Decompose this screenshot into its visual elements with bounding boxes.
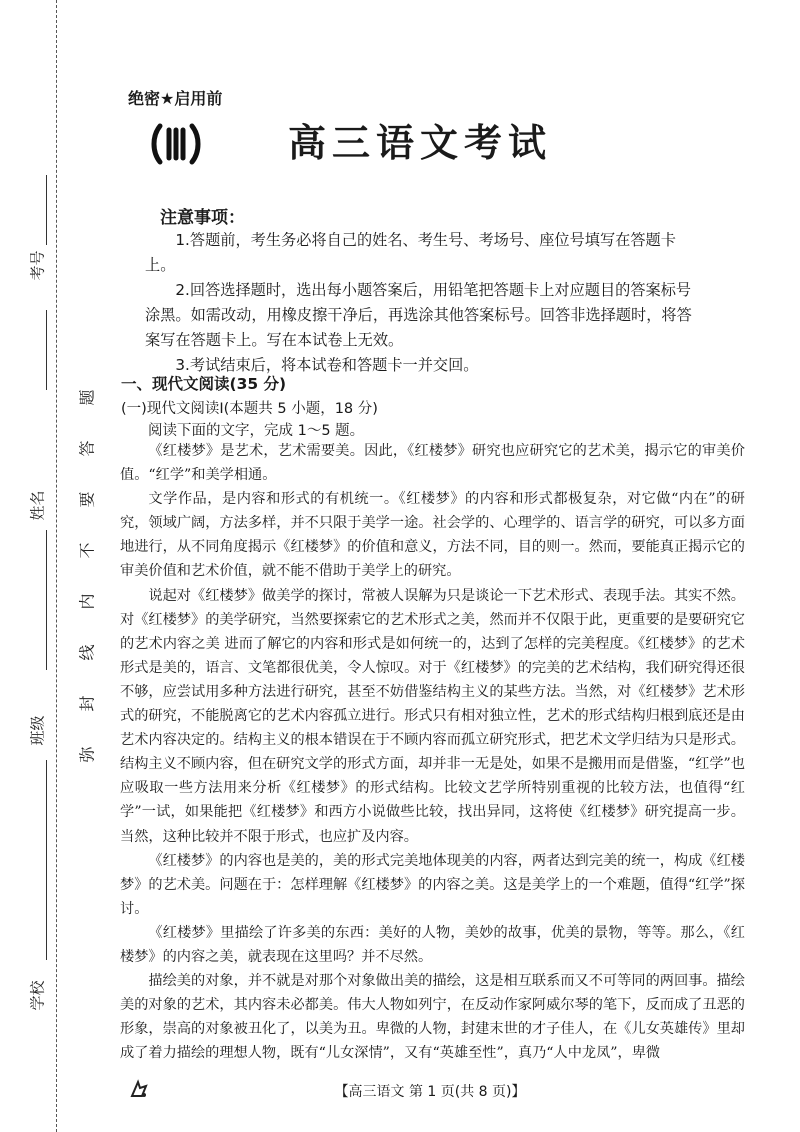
confidential-label: 绝密★启用前 (128, 89, 223, 108)
seal-warning-char: 答 (77, 440, 97, 457)
class-label: 班级 (28, 715, 47, 746)
exam-number-underline (46, 175, 47, 245)
reading-passage (120, 439, 745, 1065)
exam-number-label: 考号 (28, 250, 47, 281)
name-underline (46, 530, 47, 670)
seal-warning-char: 内 (77, 593, 97, 610)
notice-list (145, 228, 705, 378)
seal-warning-char: 要 (77, 491, 97, 508)
notice-item: 3.考试结束后，将本试卷和答题卡一并交回。 (175, 356, 479, 374)
passage-paragraph: 《红楼梦》里描绘了许多美的东西：美好的人物，美妙的故事，优美的景物，等等。那么，《红楼梦》的内容之美，就表现在这里吗？并不尽然。 (120, 924, 745, 965)
name-label: 姓名 (28, 490, 47, 521)
school-field[interactable] (22, 980, 52, 1011)
passage-paragraph: 文学作品，是内容和形式的有机统一。《红楼梦》的内容和形式都极复杂，对它做“内在”的研究，领域广阔，方法多样，并不只限于美学一途。社会学的、心理学的、语言学的研究，可以多方面地进行，从不同角度揭示《红楼梦》的价值和意义，方法不同，目的则一。然而，要能真正揭示它的审美价值和艺术价值，就不能不借助于美学上的研究。 (120, 491, 745, 580)
school-label: 学校 (28, 980, 47, 1011)
seal-warning-char: 不 (77, 542, 97, 559)
class-field[interactable] (22, 715, 52, 746)
page-title: 高三语文考试 (287, 121, 552, 165)
exam-number-field[interactable] (22, 250, 52, 281)
passage-paragraph: 《红楼梦》是艺术，艺术需要美。因此，《红楼梦》研究也应研究它的艺术美，揭示它的审美价值。“红学”和美学相通。 (120, 443, 745, 484)
section-heading: 一、现代文阅读(35 分) (121, 375, 287, 393)
seal-warning-char: 线 (77, 644, 97, 661)
seal-dashed-line (56, 0, 57, 1132)
name-field[interactable] (22, 490, 52, 521)
notice-title: 注意事项： (160, 208, 245, 228)
notice-item: 2.回答选择题时，选出每小题答案后，用铅笔把答题卡上对应题目的答案标号涂黑。如需改动，用橡皮擦干净后，再选涂其他答案标号。回答非选择题时，将答案写在答题卡上。写在本试卷上无效。 (145, 281, 692, 349)
notice-item: 1.答题前，考生务必将自己的姓名、考生号、考场号、座位号填写在答题卡上。 (145, 231, 676, 274)
passage-paragraph: 《红楼梦》的内容也是美的，美的形式完美地体现美的内容，两者达到完美的统一，构成《红楼梦》的艺术美。问题在于：怎样理解《红楼梦》的内容之美。这是美学上的一个难题，值得“红学”探讨。 (120, 852, 745, 917)
seal-warning-char: 弥 (77, 746, 97, 763)
page-footer: 【高三语文 第 1 页(共 8 页)】 (334, 1084, 526, 1100)
seal-warning (74, 372, 98, 780)
exam-number-underline-lower (46, 310, 47, 390)
seal-warning-char: 题 (77, 389, 97, 406)
seal-warning-char: 封 (77, 695, 97, 712)
passage-paragraph: 说起对《红楼梦》做美学的探讨，常被人误解为只是谈论一下艺术形式、表现手法。其实不然。对《红楼梦》的美学研究，当然要探索它的艺术形式之美，然而并不仅限于此，更重要的是要研究它的艺术内容之美 进而了解它的内容和形式是如何统一的，达到了怎样的完美程度。《红楼梦》的艺术形式是美的，语言、文笔都很优美，令人惊叹。对于《红楼梦》的完美的艺术结构，我们研究得还很不够，应尝试用多种方法进行研究，甚至不妨借鉴结构主义的某些方法。当然，对《红楼梦》艺术形式的研究，不能脱离它的艺术内容孤立进行。形式只有相对独立性，艺术的形式结构归根到底还是由艺术内容决定的。结构主义的根本错误在于不顾内容而孤立研究形式，把艺术文学归结为只是形式。结构主义不顾内容，但在研究文学的形式方面，却并非一无是处，如果不是搬用而是借鉴，“红学”也应吸取一些方法用来分析《红楼梦》的形式结构。比较文艺学所特别重视的比较方法，也值得“红学”一试，如果能把《红楼梦》和西方小说做些比较，找出异同，这将使《红楼梦》研究提高一步。当然，这种比较并不限于形式，也应扩及内容。 (120, 587, 745, 845)
section-subheading: (一)现代文阅读Ⅰ(本题共 5 小题，18 分) (121, 401, 378, 417)
class-underline (46, 760, 47, 960)
passage-paragraph: 描绘美的对象，并不就是对那个对象做出美的描绘，这是相互联系而又不可等同的两回事。描绘美的对象的艺术，其内容未必都美。伟大人物如列宁，在反动作家阿威尔琴的笔下，反而成了丑恶的形象，崇高的对象被丑化了，以美为丑。卑微的人物，封建末世的才子佳人，在《儿女英雄传》里却成了着力描绘的理想人物，既有“儿女深情”，又有“英雄至性”，真乃“人中龙凤”，卑微 (120, 973, 745, 1062)
section-instruction: 阅读下面的文字，完成 1～5 题。 (148, 423, 365, 439)
